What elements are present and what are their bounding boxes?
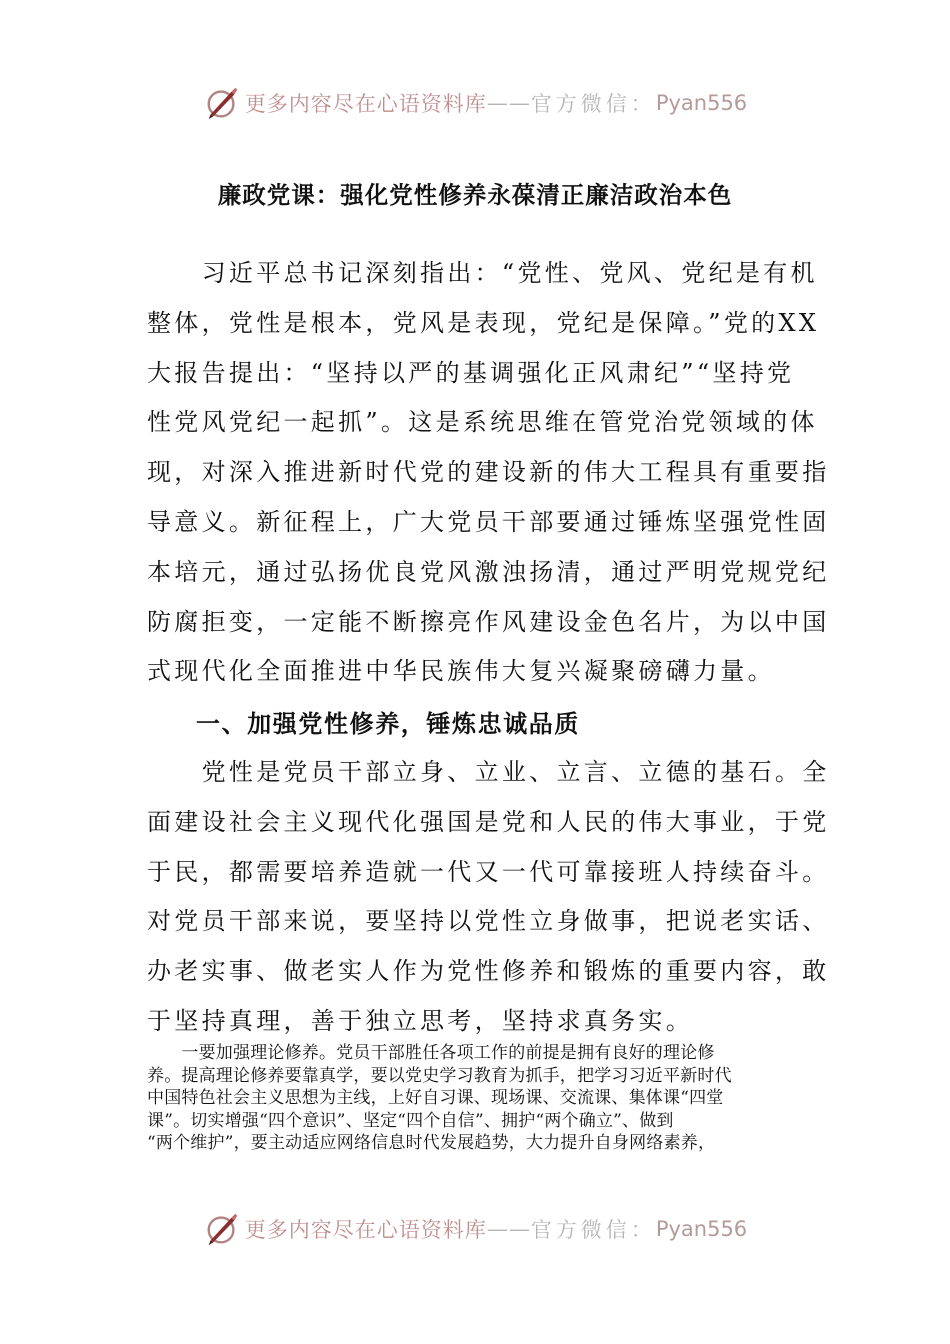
text-line: 养。提高理论修养要靠真学，要以党史学习教育为抓手，把学习习近平新时代 xyxy=(147,1065,732,1086)
footer-watermark xyxy=(0,1210,950,1248)
watermark-handle: Pyan556 xyxy=(655,1217,748,1241)
text-line: 导意义。新征程上，广大党员干部要通过锤炼坚强党性固 xyxy=(147,507,830,536)
watermark-label: 官方微信： xyxy=(530,92,656,116)
header-watermark xyxy=(0,84,950,122)
text-line: 大报告提出：“坚持以严的基调强化正风肃纪”“坚持党 xyxy=(147,358,795,387)
section-heading-1: 一、加强党性修养，锤炼忠诚品质 xyxy=(196,710,580,738)
document-title: 廉政党课：强化党性修养永葆清正廉洁政治本色 xyxy=(217,181,733,209)
text-line: 性党风党纪一起抓”。这是系统思维在管党治党领域的体 xyxy=(147,408,818,437)
text-line: 现，对深入推进新时代党的建设新的伟大工程具有重要指 xyxy=(147,458,830,487)
paragraph-section-1 xyxy=(147,748,830,1048)
watermark-handle: Pyan556 xyxy=(655,91,748,115)
text-line: 课”。切实增强“四个意识”、坚定“四个自信”、拥护“两个确立”、做到 xyxy=(147,1110,674,1131)
pen-logo-icon xyxy=(203,84,241,122)
text-line: 本培元，通过弘扬优良党风激浊扬清，通过严明党规党纪 xyxy=(147,557,830,586)
text-line: 于民，都需要培养造就一代又一代可靠接班人持续奋斗。 xyxy=(147,857,830,886)
text-line: 式现代化全面推进中华民族伟大复兴凝聚磅礴力量。 xyxy=(147,657,775,686)
text-line: 一要加强理论修养。党员干部胜任各项工作的前提是拥有良好的理论修 xyxy=(147,1043,715,1063)
text-line: 办老实事、做老实人作为党性修养和锻炼的重要内容，敢 xyxy=(147,957,830,986)
text-line: 党性是党员干部立身、立业、立言、立德的基石。全 xyxy=(147,758,830,786)
watermark-brand: 更多内容尽在心语资料库 xyxy=(244,1218,487,1242)
text-line: 中国特色社会主义思想为主线，上好自习课、现场课、交流课、集体课“四堂 xyxy=(147,1088,724,1108)
watermark-separator: —— xyxy=(486,91,531,115)
watermark-separator: —— xyxy=(486,1217,531,1241)
text-line: 面建设社会主义现代化强国是党和人民的伟大事业，于党 xyxy=(147,807,830,836)
pen-logo-icon xyxy=(203,1210,241,1248)
text-line: 于坚持真理，善于独立思考，坚持求真务实。 xyxy=(147,1006,693,1035)
text-line: 习近平总书记深刻指出：“党性、党风、党纪是有机 xyxy=(147,259,818,287)
watermark-label: 官方微信： xyxy=(530,1218,656,1242)
paragraph-intro xyxy=(147,249,830,699)
text-line: “两个维护”，要主动适应网络信息时代发展趋势，大力提升自身网络素养， xyxy=(147,1133,716,1153)
watermark-brand: 更多内容尽在心语资料库 xyxy=(244,92,487,116)
paragraph-theory xyxy=(147,1042,797,1155)
text-line: 防腐拒变，一定能不断擦亮作风建设金色名片，为以中国 xyxy=(147,607,830,636)
text-line: 对党员干部来说，要坚持以党性立身做事，把说老实话、 xyxy=(147,907,830,936)
text-line: 整体，党性是根本，党风是表现，党纪是保障。”党的XX xyxy=(147,308,820,337)
